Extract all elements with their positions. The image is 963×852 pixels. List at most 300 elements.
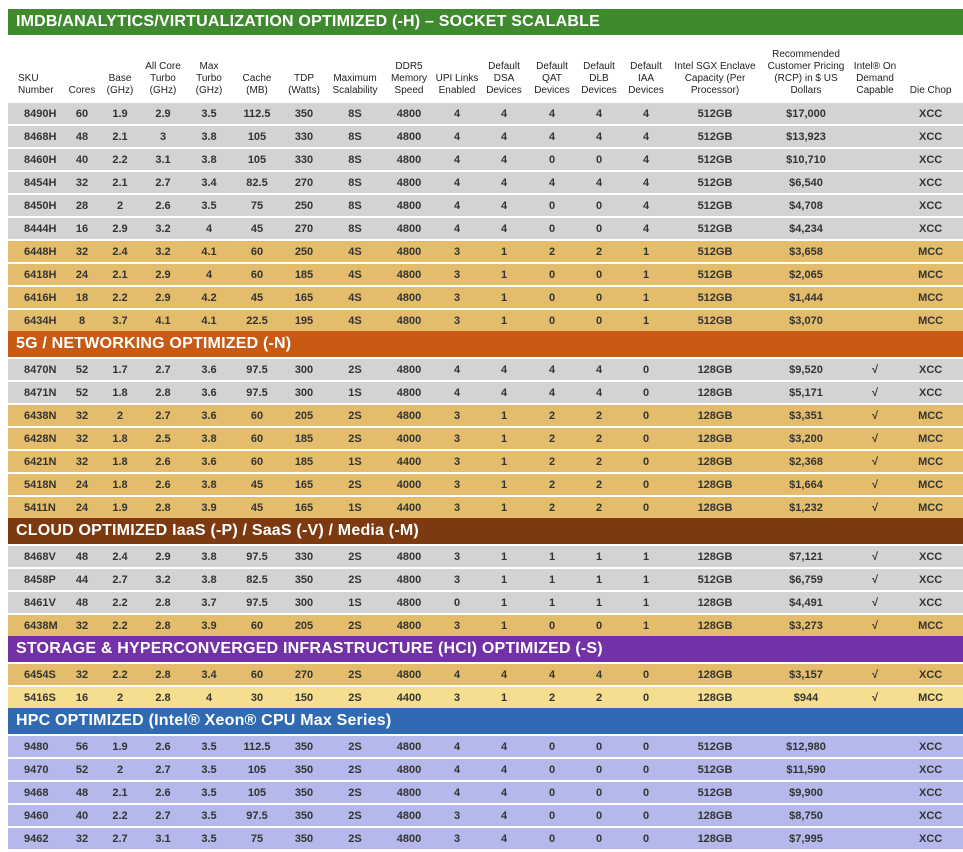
cell-sku-number: 8450H — [8, 194, 64, 217]
cell-dsa-devices: 4 — [480, 381, 528, 404]
cell-max-scalability: 4S — [326, 286, 384, 309]
cell-sku-number: 8468V — [8, 545, 64, 568]
cell-sgx-capacity: 512GB — [670, 781, 760, 804]
cell-max-scalability: 1S — [326, 591, 384, 614]
cell-ddr5-speed: 4800 — [384, 404, 434, 427]
cell-max-scalability: 2S — [326, 545, 384, 568]
cell-die-chop: XCC — [898, 735, 963, 758]
cell-dsa-devices: 1 — [480, 545, 528, 568]
cell-qat-devices: 0 — [528, 217, 576, 240]
table-row — [8, 427, 963, 450]
cell-dlb-devices: 2 — [576, 427, 622, 450]
cell-sgx-capacity: 128GB — [670, 545, 760, 568]
cell-on-demand-capable — [852, 240, 898, 263]
cell-qat-devices: 2 — [528, 427, 576, 450]
cell-max-scalability: 8S — [326, 148, 384, 171]
column-header-die-chop: Die Chop — [898, 35, 963, 102]
cell-on-demand-capable — [852, 102, 898, 125]
cell-iaa-devices: 0 — [622, 450, 670, 473]
cell-qat-devices: 2 — [528, 404, 576, 427]
cell-on-demand-capable: √ — [852, 427, 898, 450]
cell-dlb-devices: 0 — [576, 614, 622, 636]
cell-qat-devices: 0 — [528, 148, 576, 171]
cell-base-ghz: 2.4 — [100, 545, 140, 568]
cell-dsa-devices: 4 — [480, 194, 528, 217]
table-row — [8, 781, 963, 804]
column-header-base-ghz: Base (GHz) — [100, 35, 140, 102]
cell-sgx-capacity: 128GB — [670, 614, 760, 636]
cell-cores: 48 — [64, 591, 100, 614]
cell-dsa-devices: 1 — [480, 404, 528, 427]
section-title: 5G / NETWORKING OPTIMIZED (-N) — [8, 331, 963, 358]
cell-all-core-turbo: 2.6 — [140, 473, 186, 496]
column-header-rcp-price: Recommended Customer Pricing (RCP) in $ US Dollars — [760, 35, 852, 102]
cell-base-ghz: 2.1 — [100, 781, 140, 804]
cell-upi-links: 3 — [434, 496, 480, 518]
cell-max-scalability: 2S — [326, 686, 384, 708]
cell-on-demand-capable: √ — [852, 591, 898, 614]
cell-ddr5-speed: 4400 — [384, 496, 434, 518]
cell-die-chop: MCC — [898, 286, 963, 309]
cell-base-ghz: 2.2 — [100, 286, 140, 309]
cell-rcp-price: $3,200 — [760, 427, 852, 450]
table-row — [8, 240, 963, 263]
cell-ddr5-speed: 4800 — [384, 263, 434, 286]
cell-cores: 32 — [64, 450, 100, 473]
cell-sgx-capacity: 512GB — [670, 286, 760, 309]
cell-qat-devices: 2 — [528, 496, 576, 518]
cell-ddr5-speed: 4800 — [384, 735, 434, 758]
cell-sku-number: 6454S — [8, 663, 64, 686]
cell-sku-number: 5411N — [8, 496, 64, 518]
cell-on-demand-capable — [852, 827, 898, 849]
cell-dlb-devices: 0 — [576, 309, 622, 331]
cell-max-turbo: 3.5 — [186, 781, 232, 804]
cell-tdp-watts: 350 — [282, 758, 326, 781]
cell-sgx-capacity: 512GB — [670, 263, 760, 286]
cell-dsa-devices: 1 — [480, 496, 528, 518]
sku-table — [8, 9, 963, 849]
cell-max-turbo: 3.6 — [186, 381, 232, 404]
cell-cache-mb: 45 — [232, 217, 282, 240]
cell-max-turbo: 4 — [186, 217, 232, 240]
cell-cache-mb: 112.5 — [232, 735, 282, 758]
cell-qat-devices: 0 — [528, 286, 576, 309]
table-row — [8, 125, 963, 148]
cell-upi-links: 4 — [434, 125, 480, 148]
cell-die-chop: XCC — [898, 591, 963, 614]
cell-upi-links: 4 — [434, 758, 480, 781]
cell-all-core-turbo: 2.8 — [140, 381, 186, 404]
cell-cores: 40 — [64, 148, 100, 171]
cell-dlb-devices: 0 — [576, 781, 622, 804]
cell-sku-number: 9470 — [8, 758, 64, 781]
cell-iaa-devices: 0 — [622, 804, 670, 827]
cell-max-turbo: 4.1 — [186, 240, 232, 263]
cell-ddr5-speed: 4800 — [384, 804, 434, 827]
column-header-dsa-devices: Default DSA Devices — [480, 35, 528, 102]
section-header — [8, 9, 963, 35]
cell-base-ghz: 1.8 — [100, 473, 140, 496]
column-header-on-demand-capable: Intel® On Demand Capable — [852, 35, 898, 102]
cell-iaa-devices: 1 — [622, 614, 670, 636]
cell-rcp-price: $6,540 — [760, 171, 852, 194]
cell-sku-number: 6438N — [8, 404, 64, 427]
table-row — [8, 686, 963, 708]
cell-dlb-devices: 0 — [576, 194, 622, 217]
cell-max-turbo: 3.8 — [186, 545, 232, 568]
cell-max-turbo: 3.4 — [186, 663, 232, 686]
cell-cache-mb: 60 — [232, 427, 282, 450]
cell-base-ghz: 2 — [100, 686, 140, 708]
cell-on-demand-capable — [852, 286, 898, 309]
cell-ddr5-speed: 4800 — [384, 194, 434, 217]
cell-dsa-devices: 4 — [480, 125, 528, 148]
table-row — [8, 286, 963, 309]
cell-sku-number: 8470N — [8, 358, 64, 381]
cell-all-core-turbo: 2.7 — [140, 758, 186, 781]
cell-sgx-capacity: 128GB — [670, 473, 760, 496]
section-title: HPC OPTIMIZED (Intel® Xeon® CPU Max Series) — [8, 708, 963, 735]
cell-qat-devices: 2 — [528, 473, 576, 496]
cell-cache-mb: 82.5 — [232, 568, 282, 591]
cell-cache-mb: 105 — [232, 148, 282, 171]
cell-dsa-devices: 4 — [480, 827, 528, 849]
cell-qat-devices: 0 — [528, 827, 576, 849]
cell-ddr5-speed: 4800 — [384, 309, 434, 331]
cell-upi-links: 3 — [434, 404, 480, 427]
cell-all-core-turbo: 4.1 — [140, 309, 186, 331]
cell-die-chop: XCC — [898, 358, 963, 381]
cell-qat-devices: 0 — [528, 194, 576, 217]
cell-base-ghz: 2 — [100, 194, 140, 217]
cell-dlb-devices: 2 — [576, 496, 622, 518]
cell-ddr5-speed: 4800 — [384, 781, 434, 804]
cell-cache-mb: 82.5 — [232, 171, 282, 194]
cell-rcp-price: $4,234 — [760, 217, 852, 240]
cell-tdp-watts: 250 — [282, 240, 326, 263]
cell-sgx-capacity: 512GB — [670, 309, 760, 331]
cell-dlb-devices: 4 — [576, 358, 622, 381]
cell-cache-mb: 112.5 — [232, 102, 282, 125]
cell-upi-links: 3 — [434, 614, 480, 636]
cell-tdp-watts: 270 — [282, 171, 326, 194]
cell-dlb-devices: 1 — [576, 591, 622, 614]
cell-iaa-devices: 4 — [622, 102, 670, 125]
cell-cores: 52 — [64, 758, 100, 781]
cell-sku-number: 6434H — [8, 309, 64, 331]
table-row — [8, 148, 963, 171]
cell-max-scalability: 2S — [326, 804, 384, 827]
cell-iaa-devices: 4 — [622, 171, 670, 194]
cell-die-chop: MCC — [898, 263, 963, 286]
cell-qat-devices: 2 — [528, 686, 576, 708]
cell-upi-links: 3 — [434, 568, 480, 591]
cell-rcp-price: $9,900 — [760, 781, 852, 804]
cell-sku-number: 8461V — [8, 591, 64, 614]
cell-cores: 44 — [64, 568, 100, 591]
cell-dlb-devices: 2 — [576, 473, 622, 496]
section-title: STORAGE & HYPERCONVERGED INFRASTRUCTURE (HCI) OPTIMIZED (-S) — [8, 636, 963, 663]
cell-max-turbo: 3.4 — [186, 171, 232, 194]
cell-max-turbo: 3.8 — [186, 125, 232, 148]
cell-upi-links: 4 — [434, 358, 480, 381]
cell-sku-number: 8444H — [8, 217, 64, 240]
cell-qat-devices: 1 — [528, 568, 576, 591]
cell-tdp-watts: 185 — [282, 263, 326, 286]
table-row — [8, 263, 963, 286]
cell-max-scalability: 4S — [326, 263, 384, 286]
cell-base-ghz: 1.7 — [100, 358, 140, 381]
cell-all-core-turbo: 2.6 — [140, 735, 186, 758]
table-row — [8, 663, 963, 686]
cell-all-core-turbo: 3.2 — [140, 568, 186, 591]
cell-on-demand-capable: √ — [852, 473, 898, 496]
cell-on-demand-capable: √ — [852, 404, 898, 427]
cell-iaa-devices: 1 — [622, 286, 670, 309]
cell-iaa-devices: 0 — [622, 781, 670, 804]
cell-upi-links: 4 — [434, 381, 480, 404]
cell-rcp-price: $4,491 — [760, 591, 852, 614]
cell-cache-mb: 105 — [232, 758, 282, 781]
cell-base-ghz: 2.1 — [100, 263, 140, 286]
cell-sku-number: 6418H — [8, 263, 64, 286]
cell-all-core-turbo: 2.9 — [140, 263, 186, 286]
section-header — [8, 636, 963, 663]
cell-qat-devices: 1 — [528, 591, 576, 614]
table-row — [8, 804, 963, 827]
table-row — [8, 545, 963, 568]
column-header-ddr5-speed: DDR5 Memory Speed — [384, 35, 434, 102]
cell-max-scalability: 4S — [326, 240, 384, 263]
cell-max-scalability: 2S — [326, 404, 384, 427]
cell-cache-mb: 22.5 — [232, 309, 282, 331]
cell-ddr5-speed: 4800 — [384, 240, 434, 263]
cell-upi-links: 3 — [434, 263, 480, 286]
cell-sku-number: 8454H — [8, 171, 64, 194]
table-row — [8, 614, 963, 636]
table-row — [8, 758, 963, 781]
cell-cache-mb: 97.5 — [232, 358, 282, 381]
cell-qat-devices: 0 — [528, 758, 576, 781]
cell-rcp-price: $2,065 — [760, 263, 852, 286]
table-row — [8, 358, 963, 381]
cell-dlb-devices: 4 — [576, 125, 622, 148]
cell-ddr5-speed: 4800 — [384, 381, 434, 404]
cell-dsa-devices: 4 — [480, 663, 528, 686]
cell-base-ghz: 1.8 — [100, 381, 140, 404]
cell-tdp-watts: 330 — [282, 545, 326, 568]
cell-dsa-devices: 4 — [480, 758, 528, 781]
cell-qat-devices: 2 — [528, 240, 576, 263]
cell-die-chop: MCC — [898, 404, 963, 427]
cell-iaa-devices: 0 — [622, 735, 670, 758]
cell-die-chop: XCC — [898, 125, 963, 148]
section-title: CLOUD OPTIMIZED IaaS (-P) / SaaS (-V) / Media (-M) — [8, 518, 963, 545]
cell-die-chop: XCC — [898, 545, 963, 568]
cell-max-turbo: 3.7 — [186, 591, 232, 614]
cell-qat-devices: 4 — [528, 663, 576, 686]
cell-upi-links: 3 — [434, 686, 480, 708]
cell-upi-links: 4 — [434, 217, 480, 240]
cell-dlb-devices: 0 — [576, 148, 622, 171]
cell-rcp-price: $7,121 — [760, 545, 852, 568]
cell-sgx-capacity: 128GB — [670, 686, 760, 708]
cell-tdp-watts: 350 — [282, 827, 326, 849]
cell-sgx-capacity: 128GB — [670, 427, 760, 450]
cell-max-turbo: 3.6 — [186, 358, 232, 381]
cell-base-ghz: 2.1 — [100, 171, 140, 194]
cell-sku-number: 8471N — [8, 381, 64, 404]
cell-base-ghz: 2.7 — [100, 568, 140, 591]
cell-tdp-watts: 350 — [282, 568, 326, 591]
cell-qat-devices: 4 — [528, 102, 576, 125]
table-row — [8, 591, 963, 614]
cell-cores: 60 — [64, 102, 100, 125]
cell-all-core-turbo: 3.2 — [140, 217, 186, 240]
cell-sku-number: 8458P — [8, 568, 64, 591]
cell-die-chop: MCC — [898, 496, 963, 518]
table-row — [8, 450, 963, 473]
cell-rcp-price: $10,710 — [760, 148, 852, 171]
cell-sku-number: 8468H — [8, 125, 64, 148]
cell-max-scalability: 2S — [326, 827, 384, 849]
cell-cores: 52 — [64, 358, 100, 381]
cell-cores: 28 — [64, 194, 100, 217]
cell-cache-mb: 45 — [232, 473, 282, 496]
cell-sgx-capacity: 128GB — [670, 591, 760, 614]
cell-cores: 48 — [64, 545, 100, 568]
column-header-dlb-devices: Default DLB Devices — [576, 35, 622, 102]
cell-ddr5-speed: 4800 — [384, 663, 434, 686]
cell-all-core-turbo: 2.9 — [140, 286, 186, 309]
sku-table-container — [8, 9, 963, 849]
cell-dlb-devices: 0 — [576, 263, 622, 286]
cell-upi-links: 3 — [434, 240, 480, 263]
cell-upi-links: 3 — [434, 450, 480, 473]
cell-tdp-watts: 165 — [282, 473, 326, 496]
cell-tdp-watts: 205 — [282, 404, 326, 427]
cell-all-core-turbo: 2.9 — [140, 102, 186, 125]
cell-max-turbo: 3.6 — [186, 404, 232, 427]
cell-dlb-devices: 2 — [576, 686, 622, 708]
cell-max-scalability: 2S — [326, 427, 384, 450]
cell-sku-number: 6438M — [8, 614, 64, 636]
cell-die-chop: MCC — [898, 240, 963, 263]
cell-dsa-devices: 1 — [480, 427, 528, 450]
cell-max-scalability: 2S — [326, 568, 384, 591]
cell-iaa-devices: 0 — [622, 404, 670, 427]
cell-sgx-capacity: 512GB — [670, 194, 760, 217]
cell-cores: 24 — [64, 473, 100, 496]
cell-all-core-turbo: 2.8 — [140, 686, 186, 708]
cell-dlb-devices: 4 — [576, 381, 622, 404]
cell-die-chop: XCC — [898, 568, 963, 591]
table-row — [8, 735, 963, 758]
cell-cache-mb: 60 — [232, 450, 282, 473]
cell-die-chop: MCC — [898, 614, 963, 636]
cell-max-turbo: 3.8 — [186, 568, 232, 591]
cell-iaa-devices: 0 — [622, 381, 670, 404]
column-header-row — [8, 35, 963, 102]
cell-upi-links: 4 — [434, 781, 480, 804]
cell-sgx-capacity: 128GB — [670, 663, 760, 686]
cell-on-demand-capable: √ — [852, 568, 898, 591]
cell-all-core-turbo: 3 — [140, 125, 186, 148]
cell-upi-links: 3 — [434, 827, 480, 849]
cell-ddr5-speed: 4800 — [384, 148, 434, 171]
cell-sgx-capacity: 512GB — [670, 240, 760, 263]
cell-die-chop: MCC — [898, 473, 963, 496]
cell-die-chop: XCC — [898, 381, 963, 404]
cell-on-demand-capable — [852, 194, 898, 217]
cell-sku-number: 6428N — [8, 427, 64, 450]
cell-iaa-devices: 0 — [622, 473, 670, 496]
cell-dsa-devices: 1 — [480, 568, 528, 591]
cell-on-demand-capable: √ — [852, 686, 898, 708]
cell-all-core-turbo: 2.8 — [140, 496, 186, 518]
cell-max-scalability: 2S — [326, 614, 384, 636]
table-row — [8, 827, 963, 849]
cell-max-turbo: 4.2 — [186, 286, 232, 309]
cell-iaa-devices: 4 — [622, 194, 670, 217]
cell-base-ghz: 1.9 — [100, 102, 140, 125]
cell-sgx-capacity: 128GB — [670, 496, 760, 518]
cell-die-chop: XCC — [898, 102, 963, 125]
cell-cores: 32 — [64, 171, 100, 194]
cell-die-chop: XCC — [898, 827, 963, 849]
cell-rcp-price: $12,980 — [760, 735, 852, 758]
cell-dlb-devices: 0 — [576, 286, 622, 309]
cell-upi-links: 3 — [434, 804, 480, 827]
cell-dlb-devices: 4 — [576, 171, 622, 194]
cell-cores: 48 — [64, 125, 100, 148]
cell-rcp-price: $9,520 — [760, 358, 852, 381]
cell-cores: 32 — [64, 614, 100, 636]
cell-tdp-watts: 350 — [282, 781, 326, 804]
cell-tdp-watts: 350 — [282, 804, 326, 827]
cell-on-demand-capable — [852, 148, 898, 171]
cell-iaa-devices: 4 — [622, 217, 670, 240]
cell-cores: 24 — [64, 263, 100, 286]
table-row — [8, 404, 963, 427]
cell-cache-mb: 97.5 — [232, 381, 282, 404]
table-row — [8, 102, 963, 125]
cell-sgx-capacity: 512GB — [670, 758, 760, 781]
cell-on-demand-capable: √ — [852, 663, 898, 686]
cell-base-ghz: 2.1 — [100, 125, 140, 148]
cell-cache-mb: 97.5 — [232, 804, 282, 827]
cell-rcp-price: $3,070 — [760, 309, 852, 331]
cell-cache-mb: 75 — [232, 194, 282, 217]
cell-iaa-devices: 0 — [622, 758, 670, 781]
cell-max-turbo: 3.9 — [186, 614, 232, 636]
cell-iaa-devices: 0 — [622, 663, 670, 686]
cell-die-chop: XCC — [898, 804, 963, 827]
cell-tdp-watts: 195 — [282, 309, 326, 331]
column-header-iaa-devices: Default IAA Devices — [622, 35, 670, 102]
cell-qat-devices: 0 — [528, 263, 576, 286]
cell-base-ghz: 1.9 — [100, 496, 140, 518]
cell-sgx-capacity: 128GB — [670, 404, 760, 427]
cell-all-core-turbo: 2.8 — [140, 591, 186, 614]
cell-dsa-devices: 1 — [480, 614, 528, 636]
cell-die-chop: XCC — [898, 663, 963, 686]
cell-cache-mb: 105 — [232, 781, 282, 804]
cell-dlb-devices: 0 — [576, 217, 622, 240]
cell-tdp-watts: 185 — [282, 450, 326, 473]
cell-dsa-devices: 1 — [480, 263, 528, 286]
